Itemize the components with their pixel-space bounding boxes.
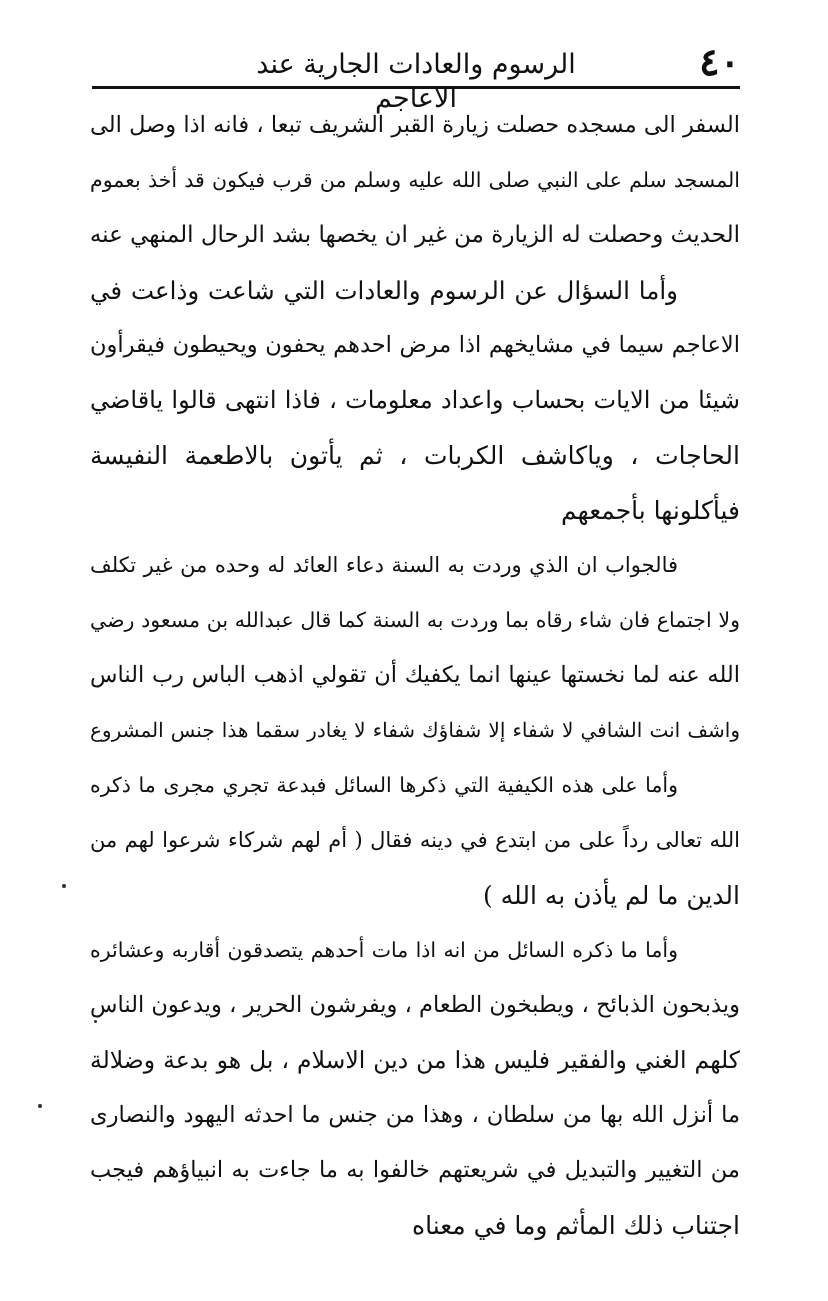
page-header <box>92 38 740 114</box>
text-line: الحاجات ، وياكاشف الكربات ، ثم يأتون بالاطعمة النفيسة <box>90 441 740 470</box>
text-line: كلهم الغني والفقير فليس هذا من دين الاسلام ، بل هو بدعة وضلالة <box>90 1046 740 1074</box>
text-line: الله عنه لما نخستها عينها انما يكفيك أن تقولي اذهب الباس رب الناس <box>90 662 740 688</box>
header-rule <box>92 86 740 89</box>
print-speck <box>38 1104 42 1108</box>
text-line: السفر الى مسجده حصلت زيارة القبر الشريف تبعا ، فانه اذا وصل الى <box>90 112 740 138</box>
text-line: واشف انت الشافي لا شفاء إلا شفاؤك شفاء لا يغادر سقما هذا جنس المشروع <box>90 718 740 742</box>
text-line: وأما ما ذكره السائل من انه اذا مات أحدهم يتصدقون أقاربه وعشائره <box>90 938 678 962</box>
text-line: الاعاجم سيما في مشايخهم اذا مرض احدهم يحفون ويحيطون فيقرأون <box>90 332 740 358</box>
text-line: ويذبحون الذبائح ، ويطبخون الطعام ، ويفرشون الحرير ، ويدعون الناس <box>90 992 740 1018</box>
print-speck <box>94 1020 97 1023</box>
text-line: اجتناب ذلك المأثم وما في معناه <box>411 1211 740 1240</box>
text-line: شيئا من الايات بحساب واعداد معلومات ، فاذا انتهى قالوا ياقاضي <box>90 386 740 414</box>
text-line: المسجد سلم على النبي صلى الله عليه وسلم من قرب فيكون قد أخذ بعموم <box>90 168 740 192</box>
text-line: ولا اجتماع فان شاء رقاه بما وردت به السنة كما قال عبدالله بن مسعود رضي <box>90 608 740 632</box>
text-line: الدين ما لم يأذن به الله ) <box>482 881 740 910</box>
text-line: الحديث وحصلت له الزيارة من غير ان يخصها بشد الرحال المنهي عنه <box>90 222 740 248</box>
print-speck <box>62 884 66 888</box>
page-number: ٤٠ <box>699 39 740 84</box>
text-line: فيأكلونها بأجمعهم <box>561 496 740 525</box>
text-line: من التغيير والتبديل في شريعتهم خالفوا به ما جاءت به انبياؤهم فيجب <box>90 1157 740 1183</box>
running-title: الرسوم والعادات الجارية عند الاعاجم <box>256 49 576 114</box>
text-line: وأما السؤال عن الرسوم والعادات التي شاعت وذاعت في <box>90 276 678 305</box>
body-text <box>90 98 740 1253</box>
text-line: فالجواب ان الذي وردت به السنة دعاء العائد له وحده من غير تكلف <box>90 553 678 577</box>
text-line: وأما على هذه الكيفية التي ذكرها السائل فبدعة تجري مجرى ما ذكره <box>90 773 678 797</box>
text-line: ما أنزل الله بها من سلطان ، وهذا من جنس ما احدثه اليهود والنصارى <box>90 1102 740 1128</box>
text-line: الله تعالى رداً على من ابتدع في دينه فقال ( أم لهم شركاء شرعوا لهم من <box>90 828 740 852</box>
